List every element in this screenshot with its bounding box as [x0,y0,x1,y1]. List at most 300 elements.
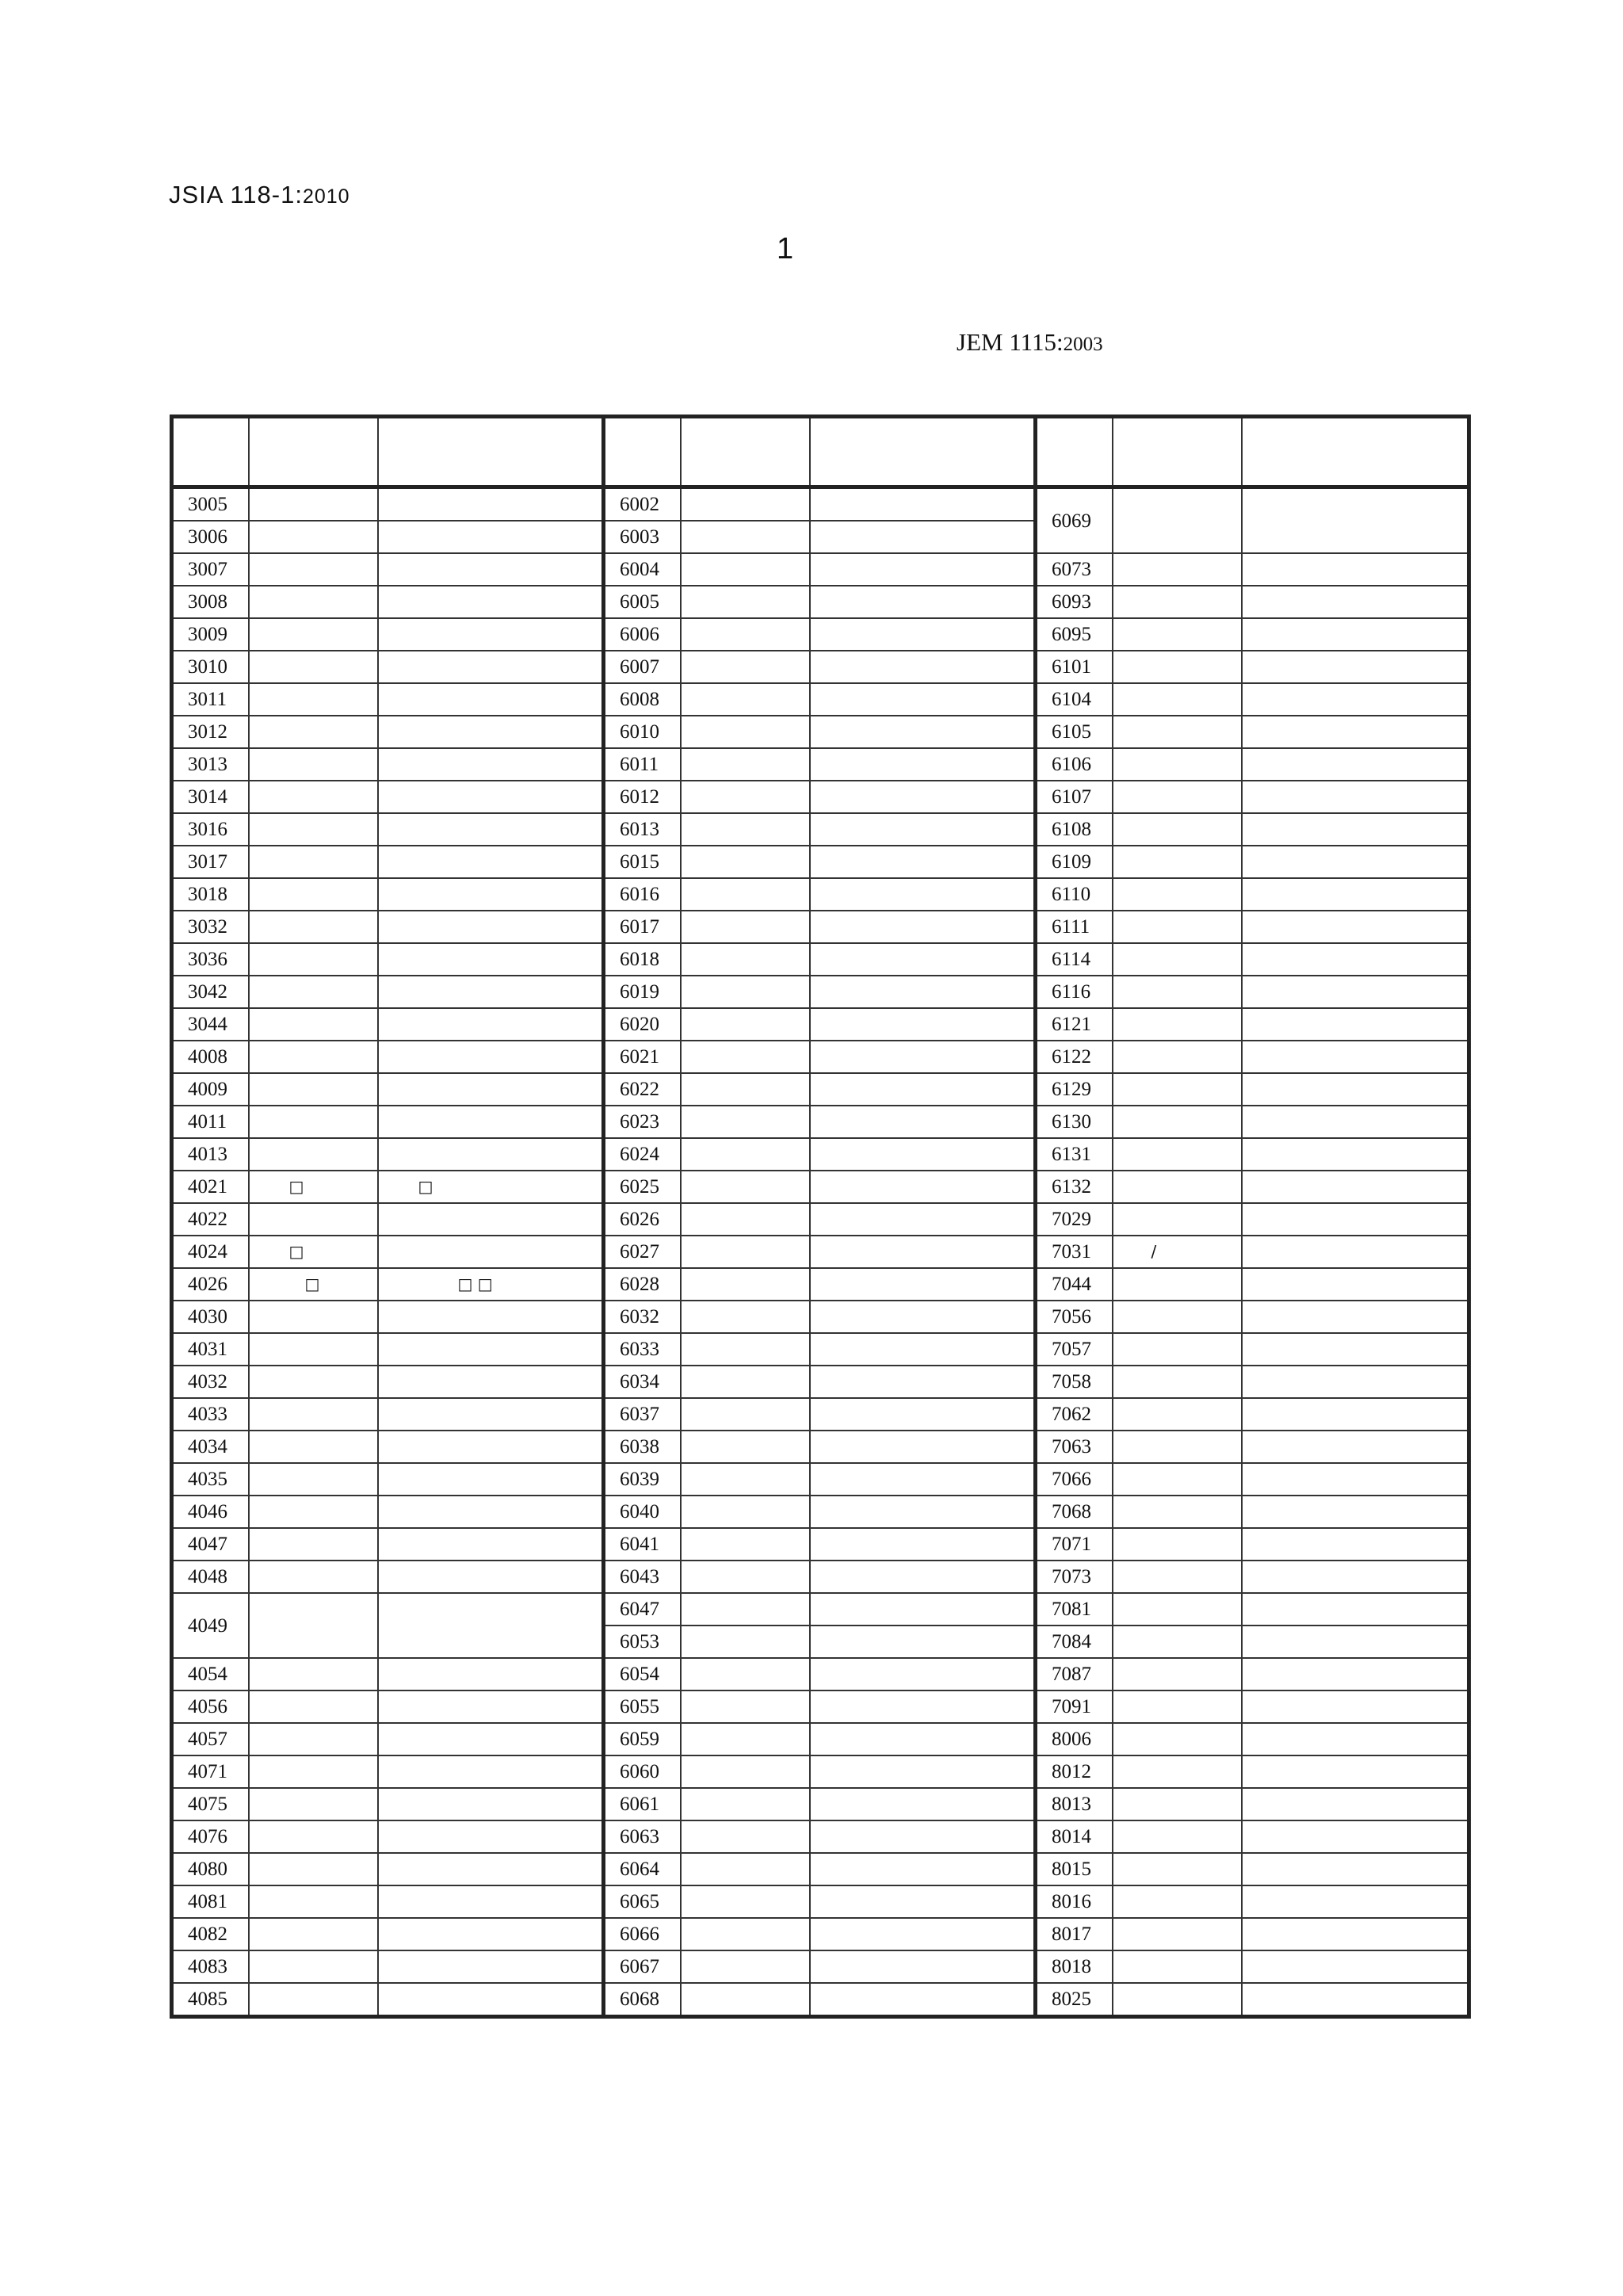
table-row [172,1755,1469,1788]
name-cell [1242,1008,1469,1041]
symbol-cell [1113,748,1242,781]
symbol-cell [249,1561,378,1593]
name-cell [378,1658,604,1690]
table-row [172,1885,1469,1918]
name-cell [378,1106,604,1138]
code-cell: 7058 [1036,1366,1113,1398]
table-row [172,1333,1469,1366]
code-cell: 6004 [604,553,681,586]
name-cell [1242,1658,1469,1690]
code-cell: 6018 [604,943,681,976]
symbol-cell [1113,1301,1242,1333]
code-cell: 6043 [604,1561,681,1593]
table-row [172,911,1469,943]
table-row [172,976,1469,1008]
table-row [172,1106,1469,1138]
name-cell [810,1885,1036,1918]
name-cell [1242,586,1469,618]
table-row [172,1496,1469,1528]
code-cell: 6008 [604,683,681,716]
code-cell: 8016 [1036,1885,1113,1918]
symbol-cell [249,1138,378,1171]
name-cell [810,1463,1036,1496]
symbol-cell [1113,1788,1242,1820]
symbol-cell [681,976,810,1008]
table-row [172,1853,1469,1885]
code-cell: 4008 [172,1041,249,1073]
table-row [172,618,1469,651]
symbol-cell [681,1755,810,1788]
symbol-cell [1113,1853,1242,1885]
symbol-cell [681,1983,810,2017]
table-header-row [172,417,1469,487]
header-cell-code-1 [172,417,249,487]
name-cell [810,651,1036,683]
table-row [172,1138,1469,1171]
name-cell [1242,1041,1469,1073]
symbol-cell [249,1788,378,1820]
symbol-cell [1113,1723,1242,1755]
name-cell [378,1593,604,1658]
symbol-cell [249,1301,378,1333]
table-row [172,781,1469,813]
table-row [172,813,1469,846]
code-cell: 6020 [604,1008,681,1041]
reference-standard [957,328,1103,357]
table-row [172,1301,1469,1333]
table-row [172,748,1469,781]
code-cell: 3044 [172,1008,249,1041]
symbol-cell [249,586,378,618]
name-cell [1242,1983,1469,2017]
code-cell: 3013 [172,748,249,781]
symbol-cell [681,1788,810,1820]
symbol-cell [1113,781,1242,813]
code-cell: 4033 [172,1398,249,1431]
code-cell: 6003 [604,521,681,553]
code-cell: 3006 [172,521,249,553]
name-cell [810,1236,1036,1268]
code-cell: 6040 [604,1496,681,1528]
symbol-cell [249,1820,378,1853]
name-cell [1242,683,1469,716]
symbol-cell [681,716,810,748]
table-row [172,1073,1469,1106]
code-cell: 6053 [604,1626,681,1658]
code-cell: 6012 [604,781,681,813]
code-cell: 6022 [604,1073,681,1106]
table-row [172,1463,1469,1496]
symbol-cell [1113,943,1242,976]
name-cell [1242,1171,1469,1203]
name-cell [378,487,604,521]
name-cell [810,1496,1036,1528]
symbol-cell [681,781,810,813]
table-row [172,683,1469,716]
name-cell [378,553,604,586]
symbol-cell [1113,911,1242,943]
header-cell-code-3 [1036,417,1113,487]
name-cell [1242,1626,1469,1658]
code-cell: 4026 [172,1268,249,1301]
symbol-cell [249,1528,378,1561]
name-cell [810,553,1036,586]
symbol-cell [681,1528,810,1561]
code-cell: 6002 [604,487,681,521]
code-cell: 3008 [172,586,249,618]
symbol-cell [681,1366,810,1398]
code-cell: 6068 [604,1983,681,2017]
table-row [172,878,1469,911]
code-cell: 6065 [604,1885,681,1918]
code-cell: 4034 [172,1431,249,1463]
code-cell: 6011 [604,748,681,781]
symbol-cell [249,521,378,553]
code-cell: 6060 [604,1755,681,1788]
code-cell: 4032 [172,1366,249,1398]
name-cell [1242,1431,1469,1463]
symbol-cell [249,1463,378,1496]
name-cell [1242,846,1469,878]
symbol-cell [1113,553,1242,586]
symbol-cell [681,651,810,683]
code-cell: 6130 [1036,1106,1113,1138]
code-cell: 4046 [172,1496,249,1528]
symbol-cell [249,781,378,813]
code-cell: 4013 [172,1138,249,1171]
name-cell [1242,1853,1469,1885]
code-cell: 4021 [172,1171,249,1203]
name-cell [810,1333,1036,1366]
name-cell [378,716,604,748]
code-cell: 6023 [604,1106,681,1138]
symbol-cell [681,586,810,618]
name-cell [378,1690,604,1723]
header-cell-code-2 [604,417,681,487]
name-cell [810,586,1036,618]
name-cell [1242,716,1469,748]
symbol-cell [1113,1106,1242,1138]
name-cell [810,1593,1036,1626]
symbol-cell [1113,1138,1242,1171]
code-cell: 7081 [1036,1593,1113,1626]
code-cell: 6064 [604,1853,681,1885]
symbol-cell [1113,813,1242,846]
header-cell-name-1 [378,417,604,487]
name-cell [378,1561,604,1593]
symbol-cell [681,521,810,553]
code-cell: 6034 [604,1366,681,1398]
table-row [172,1236,1469,1268]
symbol-cell [1113,1593,1242,1626]
code-cell: 7068 [1036,1496,1113,1528]
symbol-cell [1113,1561,1242,1593]
name-cell [810,1983,1036,2017]
name-cell [810,1723,1036,1755]
symbol-cell [681,846,810,878]
code-cell: 6109 [1036,846,1113,878]
name-cell [378,1983,604,2017]
symbol-cell [1113,1268,1242,1301]
code-cell: 6059 [604,1723,681,1755]
code-cell: 6026 [604,1203,681,1236]
symbol-cell [681,878,810,911]
name-cell [1242,1203,1469,1236]
name-cell [378,1885,604,1918]
code-table [170,415,1471,2019]
name-cell [810,1106,1036,1138]
table-row [172,1593,1469,1626]
symbol-cell [249,748,378,781]
name-cell [378,1398,604,1431]
code-cell: 3032 [172,911,249,943]
name-cell [378,1333,604,1366]
name-cell [810,1788,1036,1820]
code-cell: 3011 [172,683,249,716]
code-cell: 6032 [604,1301,681,1333]
code-cell: 7073 [1036,1561,1113,1593]
code-cell: 8013 [1036,1788,1113,1820]
code-cell: 4085 [172,1983,249,2017]
name-cell [810,1041,1036,1073]
name-cell [810,716,1036,748]
symbol-cell [681,553,810,586]
name-cell [378,878,604,911]
name-cell [1242,1268,1469,1301]
name-cell [378,1788,604,1820]
name-cell [810,1853,1036,1885]
name-cell [378,521,604,553]
symbol-cell [681,1301,810,1333]
name-cell [378,651,604,683]
code-cell: 6132 [1036,1171,1113,1203]
code-cell: 6019 [604,976,681,1008]
symbol-cell [1113,1658,1242,1690]
symbol-cell [1113,1496,1242,1528]
code-cell: 6063 [604,1820,681,1853]
name-cell [378,1073,604,1106]
symbol-cell [681,1723,810,1755]
header-cell-name-3 [1242,417,1469,487]
code-cell: 6104 [1036,683,1113,716]
symbol-cell [249,1885,378,1918]
name-cell [1242,1106,1469,1138]
code-cell: 4024 [172,1236,249,1268]
name-cell [1242,651,1469,683]
symbol-cell [1113,878,1242,911]
code-cell: 6028 [604,1268,681,1301]
code-cell: 7091 [1036,1690,1113,1723]
name-cell [378,1496,604,1528]
code-cell: 6093 [1036,586,1113,618]
code-cell: 6055 [604,1690,681,1723]
table-row [172,1366,1469,1398]
code-cell: 8012 [1036,1755,1113,1788]
symbol-cell [249,1008,378,1041]
table-row [172,1820,1469,1853]
symbol-cell [681,1398,810,1431]
symbol-cell [249,1950,378,1983]
header-cell-name-2 [810,417,1036,487]
symbol-cell [1113,1918,1242,1950]
symbol-cell [249,911,378,943]
document-id [169,181,350,209]
table-row [172,1723,1469,1755]
code-cell: 4054 [172,1658,249,1690]
symbol-cell [1113,683,1242,716]
name-cell [378,1755,604,1788]
symbol-cell [681,1561,810,1593]
symbol-cell [681,1171,810,1203]
code-cell: 6013 [604,813,681,846]
name-cell [378,1008,604,1041]
name-cell [1242,1236,1469,1268]
name-cell [378,911,604,943]
name-cell [810,911,1036,943]
symbol-cell [249,813,378,846]
table-row [172,1268,1469,1301]
reference-standard-main: JEM 1115: [957,328,1064,356]
code-cell: 6033 [604,1333,681,1366]
code-cell: 6027 [604,1236,681,1268]
code-cell: 4030 [172,1301,249,1333]
code-cell: 4075 [172,1788,249,1820]
symbol-cell [249,878,378,911]
symbol-cell [681,1593,810,1626]
symbol-cell [681,1885,810,1918]
name-cell [1242,878,1469,911]
symbol-cell [249,846,378,878]
symbol-cell [249,487,378,521]
code-cell: 8015 [1036,1853,1113,1885]
code-cell: 6111 [1036,911,1113,943]
symbol-cell [249,1918,378,1950]
name-cell [810,748,1036,781]
code-cell: 3012 [172,716,249,748]
symbol-cell [681,1463,810,1496]
name-cell [378,1463,604,1496]
name-cell [810,1138,1036,1171]
name-cell [378,943,604,976]
symbol-cell [249,651,378,683]
name-cell [378,1918,604,1950]
name-cell [1242,1301,1469,1333]
code-cell: 6024 [604,1138,681,1171]
table-row [172,1528,1469,1561]
symbol-cell [249,1106,378,1138]
symbol-cell [1113,1203,1242,1236]
name-cell [378,846,604,878]
symbol-cell [1113,1398,1242,1431]
name-cell [810,1008,1036,1041]
table-row [172,1950,1469,1983]
name-cell [810,1268,1036,1301]
code-cell: 6105 [1036,716,1113,748]
code-cell: 6015 [604,846,681,878]
name-cell [1242,1398,1469,1431]
table-row [172,553,1469,586]
code-cell: 3009 [172,618,249,651]
code-cell: 4076 [172,1820,249,1853]
symbol-cell [1113,1333,1242,1366]
symbol-cell: / [1113,1236,1242,1268]
code-cell: 3017 [172,846,249,878]
name-cell [1242,1528,1469,1561]
symbol-cell [681,1918,810,1950]
table-row [172,487,1469,521]
symbol-cell [681,1138,810,1171]
code-cell: 6069 [1036,487,1113,554]
symbol-cell [249,618,378,651]
code-cell: 4035 [172,1463,249,1496]
code-cell: 3014 [172,781,249,813]
symbol-cell [1113,1041,1242,1073]
symbol-cell [249,1755,378,1788]
name-cell [810,1203,1036,1236]
symbol-cell [249,1690,378,1723]
symbol-cell [249,1333,378,1366]
table-row [172,1658,1469,1690]
header-cell-symbol-1 [249,417,378,487]
table-row [172,586,1469,618]
name-cell [810,618,1036,651]
symbol-cell [681,1496,810,1528]
symbol-cell [681,748,810,781]
symbol-cell: □ [249,1171,378,1203]
symbol-cell [681,1073,810,1106]
table-row [172,1203,1469,1236]
code-cell: 6021 [604,1041,681,1073]
name-cell [1242,553,1469,586]
code-cell: 6039 [604,1463,681,1496]
symbol-cell [1113,1950,1242,1983]
name-cell [810,683,1036,716]
name-cell [810,1398,1036,1431]
symbol-cell [249,1431,378,1463]
code-cell: 6010 [604,716,681,748]
table-row [172,846,1469,878]
name-cell [810,487,1036,521]
code-cell: 6041 [604,1528,681,1561]
symbol-cell [249,1366,378,1398]
code-cell: 4022 [172,1203,249,1236]
code-cell: 4009 [172,1073,249,1106]
symbol-cell [681,1333,810,1366]
symbol-cell [1113,716,1242,748]
symbol-cell [681,943,810,976]
code-cell: 6016 [604,878,681,911]
symbol-cell [1113,1885,1242,1918]
code-cell: 6038 [604,1431,681,1463]
symbol-cell [681,813,810,846]
name-cell [810,846,1036,878]
code-cell: 7084 [1036,1626,1113,1658]
name-cell [1242,1463,1469,1496]
name-cell [378,1820,604,1853]
code-cell: 7066 [1036,1463,1113,1496]
code-cell: 7031 [1036,1236,1113,1268]
name-cell [1242,1690,1469,1723]
code-cell: 3042 [172,976,249,1008]
symbol-cell [681,683,810,716]
symbol-cell [681,1236,810,1268]
name-cell [378,1301,604,1333]
symbol-cell [1113,1983,1242,2017]
name-cell [1242,911,1469,943]
symbol-cell [681,1008,810,1041]
name-cell [378,1431,604,1463]
symbol-cell [249,1041,378,1073]
